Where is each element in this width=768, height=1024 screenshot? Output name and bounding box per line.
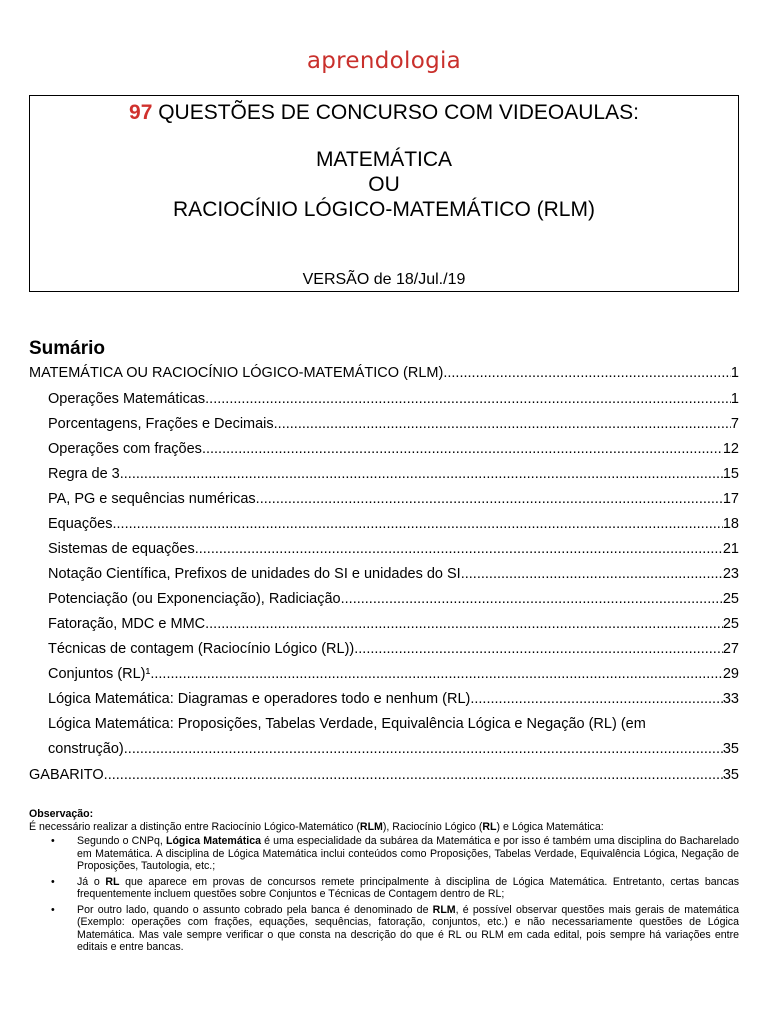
question-count: 97 (129, 101, 153, 124)
toc-item[interactable]: Operações com frações ..... 12 (48, 441, 739, 463)
observation-section (29, 808, 739, 957)
aprendologia-logo: aprendologia (306, 48, 462, 74)
bullet-icon: • (51, 835, 55, 847)
bullet-icon: • (51, 875, 55, 888)
toc-item[interactable]: MATEMÁTICA OU RACIOCÍNIO LÓGICO-MATEMÁTICO (RLM) ..... 1 (29, 365, 739, 387)
observation-list (29, 835, 739, 954)
toc-item[interactable]: PA, PG e sequências numéricas ..... 17 (48, 491, 739, 513)
toc-item[interactable]: Notação Científica, Prefixos de unidades do SI e unidades do SI ..... 23 (48, 566, 739, 588)
document-title (30, 101, 738, 125)
list-item: • Segundo o CNPq, Lógica Matemática é uma especialidade da subárea da Matemática e por isso é também uma disciplina do Bacharelado em Matemática. A disciplina de Lógica Matemática inclui conteúdos como Proposições, Tabelas Verdade, Equivalência Lógica, Negação de Proposições, Tautologia, etc.; (51, 835, 739, 872)
observation-heading: Observação: (29, 808, 94, 820)
title-box (29, 95, 739, 292)
toc-item-wrapped-line[interactable]: Lógica Matemática: Proposições, Tabelas Verdade, Equivalência Lógica e Negação (RL) (em (48, 716, 646, 732)
toc-item[interactable]: Porcentagens, Frações e Decimais ..... 7 (48, 416, 739, 438)
title-text: QUESTÕES DE CONCURSO COM VIDEOAULAS: (152, 101, 639, 124)
subject-line-3: RACIOCÍNIO LÓGICO-MATEMÁTICO (RLM) (173, 198, 595, 221)
list-item: • Já o RL que aparece em provas de concursos remete principalmente à disciplina de Lógica Matemática. Entretanto, certas bancas frequentemente incluem questões sobre Conjuntos e Técnicas de Contagem dentro de RL; (51, 875, 740, 900)
version-date: VERSÃO de 18/Jul./19 (302, 271, 466, 288)
toc-item[interactable]: Equações ..... 18 (48, 516, 739, 538)
list-item: • Por outro lado, quando o assunto cobrado pela banca é denominado de RLM, é possível observar questões mais gerais de matemática (Exemplo: operações com frações, equações, sequências, fatoração, conjuntos, etc.) e não necessariamente questões de Lógica Matemática. Mas vale sempre verificar o que consta na descrição do que é RL ou RLM em cada edital, pois sempre há variações entre editais e entre bancas. (51, 903, 739, 953)
toc-item[interactable]: Potenciação (ou Exponenciação), Radiciação ..... 25 (48, 591, 739, 613)
toc-item[interactable]: Operações Matemáticas ..... 1 (48, 391, 739, 413)
toc-item[interactable]: Fatoração, MDC e MMC ..... 25 (48, 616, 739, 638)
subject-line-2: OU (368, 173, 400, 196)
subject-block (30, 147, 738, 222)
toc-item[interactable]: construção) ..... 35 (48, 741, 739, 763)
bullet-icon: • (51, 903, 55, 916)
observation-intro: É necessário realizar a distinção entre Raciocínio Lógico-Matemático (RLM), Raciocínio Lógico (RL) e Lógica Matemática: (29, 820, 604, 833)
toc-item[interactable]: Sistemas de equações ..... 21 (48, 541, 739, 563)
toc-item[interactable]: GABARITO ..... 35 (29, 767, 739, 789)
subject-line-1: MATEMÁTICA (315, 148, 453, 171)
toc-item[interactable]: Técnicas de contagem (Raciocínio Lógico (RL)) ..... 27 (48, 641, 739, 663)
toc-item[interactable]: Conjuntos (RL)¹ ..... 29 (48, 666, 739, 688)
toc-heading: Sumário (29, 338, 106, 359)
toc-item[interactable]: Lógica Matemática: Diagramas e operadores todo e nenhum (RL) ..... 33 (48, 691, 739, 713)
toc-item[interactable]: Regra de 3 ..... 15 (48, 466, 739, 488)
